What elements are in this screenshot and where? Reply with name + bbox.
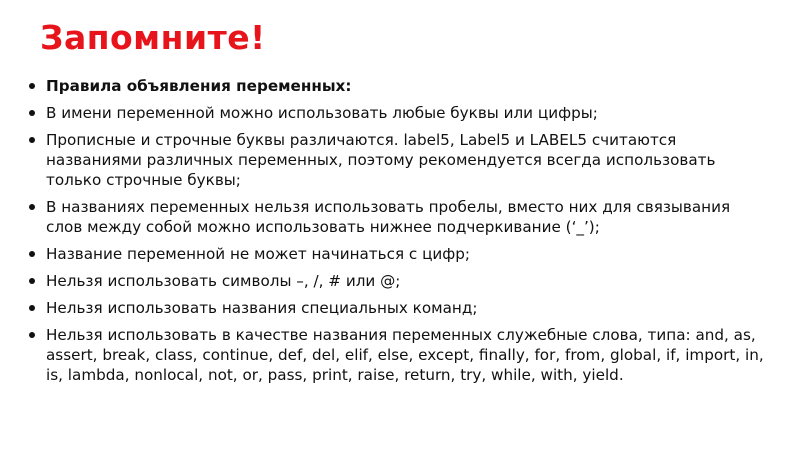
bullet-item bbox=[28, 244, 768, 264]
bullet-dot-icon bbox=[29, 332, 35, 338]
bullet-dot-icon bbox=[29, 251, 35, 257]
bullet-text: Нельзя использовать в качестве названия переменных служебные слова, типа: and, as, assert, break, class, continue, def, del, elif, else, except, finally, for, from, global, if, import, in, is, lambda, nonlocal, not, or, pass, print, raise, return, try, while, with, yield. bbox=[46, 326, 764, 384]
bullet-dot-icon bbox=[29, 137, 35, 143]
bullet-item bbox=[28, 298, 768, 318]
slide-title: Запомните! bbox=[40, 18, 266, 57]
bullet-list bbox=[28, 76, 768, 385]
bullet-item bbox=[28, 271, 768, 291]
bullet-text: Правила объявления переменных: bbox=[46, 77, 352, 95]
bullet-text: В имени переменной можно использовать любые буквы или цифры; bbox=[46, 104, 598, 122]
bullet-item bbox=[28, 76, 768, 96]
bullet-dot-icon bbox=[29, 278, 35, 284]
bullet-item bbox=[28, 197, 768, 237]
bullet-item bbox=[28, 103, 768, 123]
bullet-dot-icon bbox=[29, 83, 35, 89]
bullet-dot-icon bbox=[29, 305, 35, 311]
bullet-dot-icon bbox=[29, 204, 35, 210]
bullet-text: Прописные и строчные буквы различаются. label5, Label5 и LABEL5 считаются названиями различных переменных, поэтому рекомендуется всегда использовать только строчные буквы; bbox=[46, 131, 716, 189]
bullet-dot-icon bbox=[29, 110, 35, 116]
bullet-text: Название переменной не может начинаться с цифр; bbox=[46, 245, 471, 263]
bullet-text: Нельзя использовать символы –, /, # или @; bbox=[46, 272, 401, 290]
bullet-item bbox=[28, 130, 768, 190]
bullet-text: В названиях переменных нельзя использовать пробелы, вместо них для связывания слов между собой можно использовать нижнее подчеркивание (‘_’); bbox=[46, 198, 731, 236]
bullet-item bbox=[28, 325, 768, 385]
bullet-text: Нельзя использовать названия специальных команд; bbox=[46, 299, 478, 317]
